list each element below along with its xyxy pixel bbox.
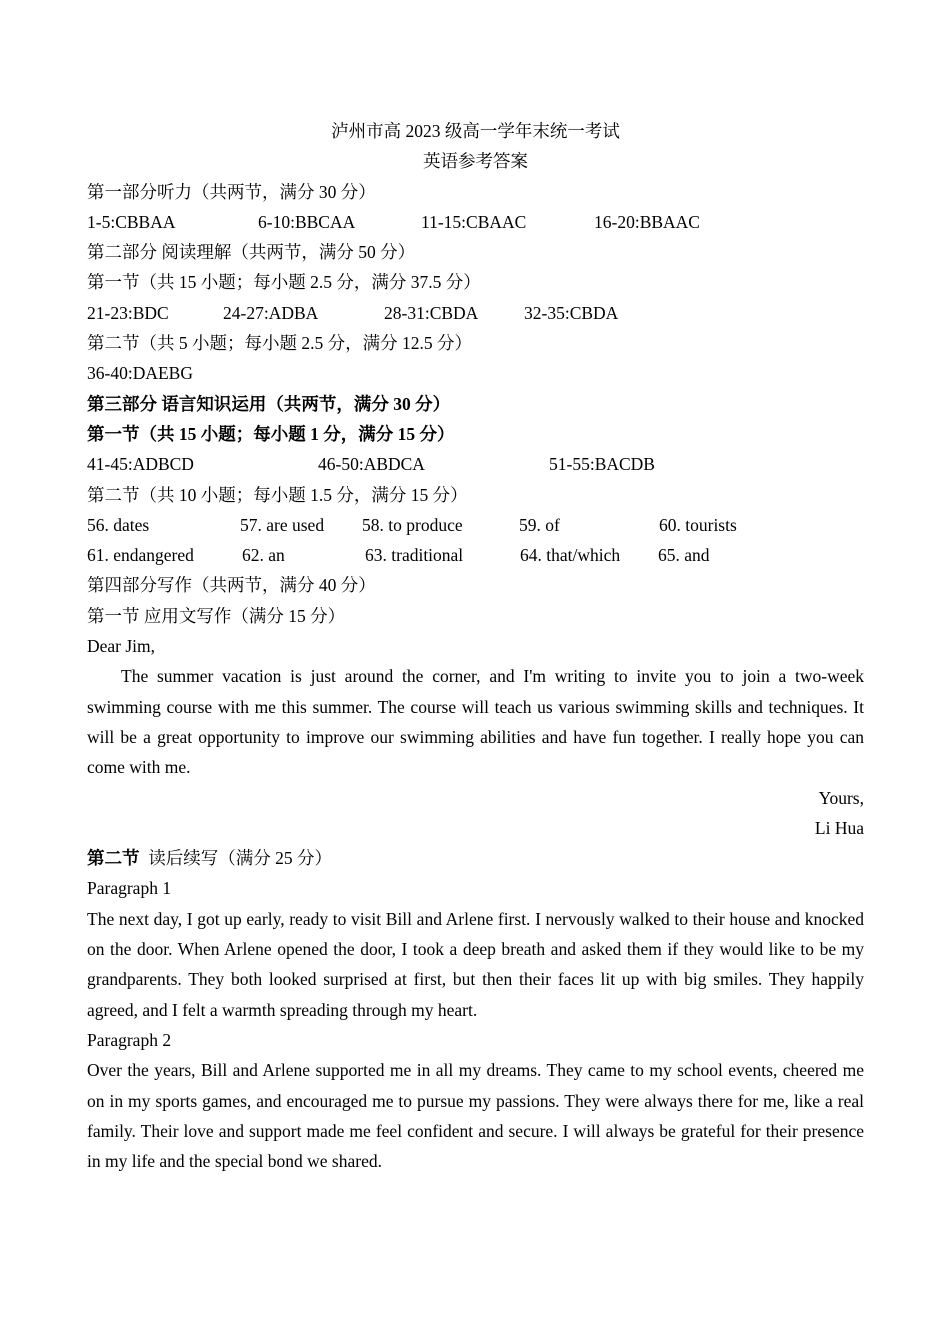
answer-group: 21-23:BDC — [87, 302, 169, 323]
part2-section2-heading: 第二节（共 5 小题；每小题 2.5 分，满分 12.5 分） — [87, 333, 472, 354]
part2-section2-answers — [87, 358, 864, 388]
answer-item: 59. of — [519, 514, 560, 535]
answer-item: 61. endangered — [87, 545, 194, 566]
paragraph2-label: Paragraph 2 — [87, 1029, 172, 1050]
part3-section2-row2 — [87, 540, 864, 570]
answer-group: 6-10:BBCAA — [258, 211, 356, 232]
part4-section1-heading: 第一节 应用文写作（满分 15 分） — [87, 605, 346, 626]
answer-sheet — [87, 116, 864, 1176]
part4-heading: 第四部分写作（共两节，满分 40 分） — [87, 575, 376, 596]
answer-group: 46-50:ABDCA — [318, 454, 425, 475]
paragraph1-text: The next day, I got up early, ready to visit Bill and Arlene first. I nervously walked to their house and knocked on the door. When Arlene opened the door, I took a deep breath and asked them if they would like to be my grandparents. They both looked surprised at first, but then their faces lit up with big smiles. They happily agreed, and I felt a warmth spreading through my heart. — [87, 908, 864, 1020]
part2-heading: 第二部分 阅读理解（共两节，满分 50 分） — [87, 242, 416, 263]
part1-heading: 第一部分听力（共两节，满分 30 分） — [87, 181, 376, 202]
section-label: 第二节 — [87, 848, 140, 869]
answer-group: 24-27:ADBA — [223, 302, 319, 323]
answer-group: 11-15:CBAAC — [421, 211, 527, 232]
part3-section2-row1 — [87, 510, 864, 540]
answer-item: 56. dates — [87, 514, 150, 535]
part3-section2-heading: 第二节（共 10 小题；每小题 1.5 分，满分 15 分） — [87, 484, 468, 505]
letter-greeting: Dear Jim, — [87, 636, 156, 657]
part2-section1-heading: 第一节（共 15 小题；每小题 2.5 分，满分 37.5 分） — [87, 272, 481, 293]
answer-group: 51-55:BACDB — [549, 454, 655, 475]
part4-section2-heading — [87, 843, 864, 873]
answer-group: 28-31:CBDA — [384, 302, 479, 323]
letter-signature: Li Hua — [814, 817, 864, 838]
letter-closing: Yours, — [818, 787, 864, 808]
part3-section1-heading: 第一节（共 15 小题；每小题 1 分，满分 15 分） — [87, 423, 455, 444]
answer-group: 41-45:ADBCD — [87, 454, 194, 475]
paragraph1-label: Paragraph 1 — [87, 878, 172, 899]
answer-item: 62. an — [242, 545, 285, 566]
answer-group: 32-35:CBDA — [524, 302, 619, 323]
answer-item: 60. tourists — [659, 514, 737, 535]
answer-group: 16-20:BBAAC — [594, 211, 700, 232]
part2-section1-answers — [87, 298, 864, 328]
answer-group: 1-5:CBBAA — [87, 211, 176, 232]
answer-item: 57. are used — [240, 514, 325, 535]
answer-item: 64. that/which — [520, 545, 621, 566]
document-subtitle: 英语参考答案 — [423, 151, 528, 172]
answer-item: 65. and — [658, 545, 710, 566]
answer-group: 36-40:DAEBG — [87, 363, 193, 384]
paragraph2-text: Over the years, Bill and Arlene supported me in all my dreams. They came to my school events, cheered me on in my sports games, and encouraged me to pursue my passions. They were always there for me, like a real family. Their love and support made me feel confident and secure. I will always be grateful for their presence in my life and the special bond we shared. — [87, 1060, 864, 1172]
part3-section1-answers — [87, 449, 864, 479]
letter-body: The summer vacation is just around the corner, and I'm writing to invite you to join a two-week swimming course with me this summer. The course will teach us various swimming skills and techniques. It will be a great opportunity to improve our swimming abilities and have fun together. I really hope you can come with me. — [87, 666, 864, 778]
part3-heading: 第三部分 语言知识运用（共两节，满分 30 分） — [87, 393, 451, 414]
answer-item: 63. traditional — [365, 545, 464, 566]
section-title: 读后续写（满分 25 分） — [139, 848, 332, 869]
answer-item: 58. to produce — [362, 514, 463, 535]
document-title: 泸州市高 2023 级高一学年末统一考试 — [331, 121, 620, 141]
part1-answers — [87, 207, 864, 237]
